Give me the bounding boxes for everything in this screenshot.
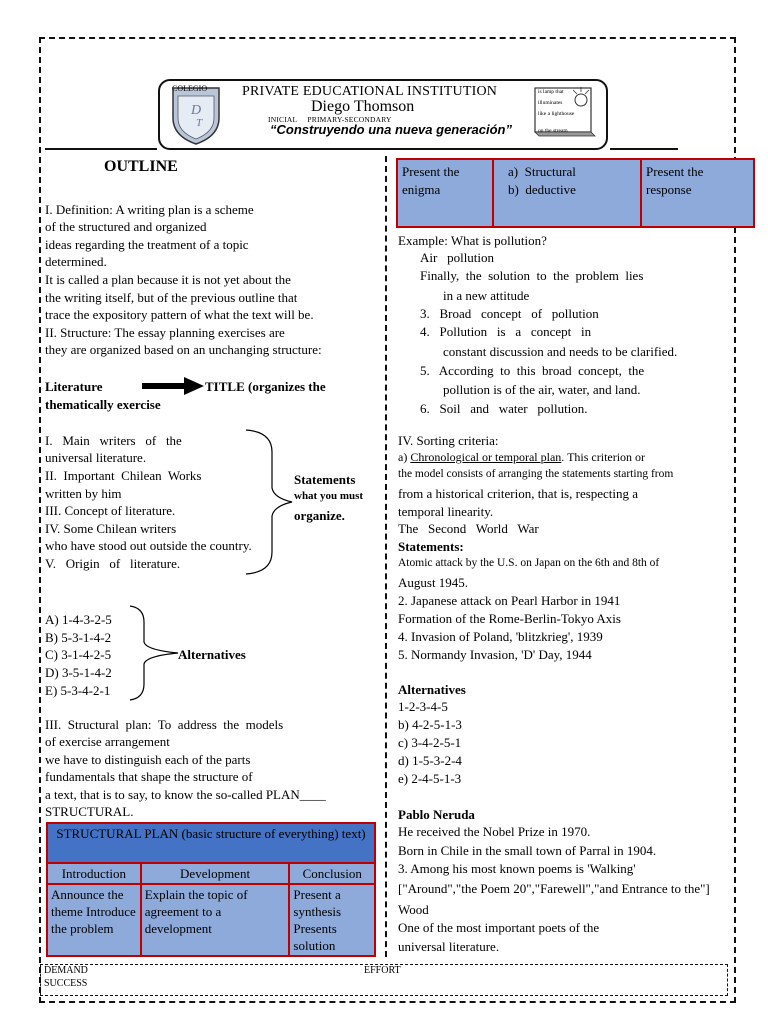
definition-line: ideas regarding the treatment of a topic [45, 237, 249, 252]
method-cell [493, 159, 641, 227]
title-organizes-label: TITLE (organizes the [205, 379, 326, 394]
statement-line: written by him [45, 486, 122, 501]
arrow-right-icon [142, 377, 204, 395]
neruda-line: One of the most important poets of the [398, 920, 600, 935]
plan-line: a text, that is to say, to know the so-called PLAN____ [45, 787, 326, 802]
statements-label: Statements [294, 472, 356, 487]
definition-line: trace the expository pattern of what the text will be. [45, 307, 314, 322]
school-motto: “Construyendo una nueva generación” [270, 122, 512, 137]
statements-title: Statements: [398, 539, 464, 554]
book-caption-1: is lamp that [538, 89, 564, 95]
statement-item: 4. Invasion of Poland, 'blitzkrieg', 1939 [398, 629, 603, 644]
example-line: Finally, the solution to the problem lies [420, 268, 644, 283]
definition-line: determined. [45, 254, 107, 269]
statement-line: IV. Some Chilean writers [45, 521, 177, 536]
plan-cell-introduction: Announce the theme Introduce the problem [47, 884, 141, 956]
neruda-line: ["Around","the Poem 20","Farewell","and Entrance to the"] [398, 881, 710, 896]
example-line: Example: What is pollution? [398, 233, 547, 248]
alternative-item: C) 3-1-4-2-5 [45, 647, 112, 662]
sorting-a-prefix: a) [398, 450, 411, 464]
alternatives-title: Alternatives [398, 682, 466, 697]
neruda-title: Pablo Neruda [398, 807, 475, 822]
sorting-line: the model consists of arranging the statements starting from [398, 468, 674, 480]
neruda-line: Wood [398, 902, 429, 917]
column-divider [385, 156, 387, 957]
structural-plan-table [46, 822, 376, 957]
sorting-line: The Second World War [398, 521, 539, 536]
alternative-option: c) 3-4-2-5-1 [398, 735, 462, 750]
example-line: in a new attitude [443, 288, 530, 303]
plan-col-introduction: Introduction [47, 863, 141, 884]
definition-line: II. Structure: The essay planning exercises are [45, 325, 285, 340]
statement-line: universal literature. [45, 450, 147, 465]
institution-title: PRIVATE EDUCATIONAL INSTITUTION [242, 84, 498, 99]
statement-item: 2. Japanese attack on Pearl Harbor in 1941 [398, 593, 621, 608]
sorting-title: IV. Sorting criteria: [398, 433, 499, 448]
example-line: constant discussion and needs to be clarified. [443, 344, 678, 359]
example-line: 6. Soil and water pollution. [420, 401, 588, 416]
plan-cell-development: Explain the topic of agreement to a development [141, 884, 290, 956]
literature-label-2: thematically exercise [45, 397, 161, 412]
method-structural: a) Structural [508, 164, 576, 179]
alternative-item: D) 3-5-1-4-2 [45, 665, 112, 680]
shield-label: COLEGIO [172, 84, 208, 93]
statement-item: August 1945. [398, 575, 469, 590]
neruda-line: 3. Among his most known poems is 'Walking' [398, 861, 636, 876]
sorting-a-link: Chronological or temporal plan [410, 450, 562, 464]
outline-title: OUTLINE [104, 158, 178, 175]
definition-line: of the structured and organized [45, 219, 207, 234]
example-line: 4. Pollution is a concept in [420, 324, 592, 339]
statement-line: I. Main writers of the [45, 433, 182, 448]
sorting-line: from a historical criterion, that is, respecting a [398, 486, 639, 501]
school-shield-logo [169, 84, 223, 146]
svg-text:D: D [190, 103, 202, 118]
alternative-option: b) 4-2-5-1-3 [398, 717, 462, 732]
alternative-item: E) 5-3-4-2-1 [45, 683, 111, 698]
statement-item: Atomic attack by the U.S. on Japan on the 6th and 8th of [398, 557, 660, 569]
example-line: 3. Broad concept of pollution [420, 306, 599, 321]
enigma-response-table [396, 158, 755, 228]
example-line: 5. According to this broad concept, the [420, 363, 645, 378]
alternative-option: 1-2-3-4-5 [398, 699, 448, 714]
header-rule-right [610, 148, 678, 150]
neruda-line: He received the Nobel Prize in 1970. [398, 824, 591, 839]
plan-col-conclusion: Conclusion [289, 863, 375, 884]
sorting-line: temporal linearity. [398, 504, 494, 519]
svg-text:T: T [195, 117, 203, 129]
method-deductive: b) deductive [508, 182, 576, 197]
school-name: Diego Thomson [311, 98, 415, 115]
sorting-a-rest: . This criterion or [561, 450, 646, 464]
footer-demand: DEMAND [44, 965, 88, 976]
plan-col-development: Development [141, 863, 290, 884]
alternative-option: d) 1-5-3-2-4 [398, 753, 462, 768]
statements-brace-icon [244, 428, 294, 576]
statement-line: V. Origin of literature. [45, 556, 181, 571]
book-caption-3: like a lighthouse [538, 111, 575, 117]
book-caption-2: illuminates [538, 100, 563, 106]
neruda-line: universal literature. [398, 939, 500, 954]
book-caption-4: on the stream [538, 128, 568, 134]
definition-line: I. Definition: A writing plan is a scheme [45, 202, 254, 217]
statement-item: Formation of the Rome-Berlin-Tokyo Axis [398, 611, 621, 626]
alternatives-label: Alternatives [178, 647, 246, 662]
response-cell: Present the response [641, 159, 754, 227]
statements-label-2: what you must [294, 490, 364, 502]
example-line: Air pollution [420, 250, 495, 265]
literature-label: Literature [45, 379, 103, 394]
statement-line: who have stood out outside the country. [45, 538, 252, 553]
alternative-item: A) 1-4-3-2-5 [45, 612, 112, 627]
alternative-option: e) 2-4-5-1-3 [398, 771, 462, 786]
statement-line: II. Important Chilean Works [45, 468, 202, 483]
example-line: pollution is of the air, water, and land. [443, 382, 641, 397]
definition-line: they are organized based on an unchanging structure: [45, 342, 322, 357]
plan-line: of exercise arrangement [45, 734, 170, 749]
footer-effort: EFFORT [364, 965, 401, 976]
plan-line: STRUCTURAL. [45, 804, 134, 819]
definition-line: the writing itself, but of the previous outline that [45, 290, 298, 305]
plan-cell-conclusion: Present a synthesis Presents solution [289, 884, 375, 956]
alternative-item: B) 5-3-1-4-2 [45, 630, 112, 645]
plan-table-header: STRUCTURAL PLAN (basic structure of everything) text) [47, 823, 375, 863]
plan-line: we have to distinguish each of the parts [45, 752, 251, 767]
neruda-line: Born in Chile in the small town of Parral in 1904. [398, 843, 657, 858]
statement-item: 5. Normandy Invasion, 'D' Day, 1944 [398, 647, 592, 662]
alternatives-brace-icon [128, 604, 180, 702]
plan-line: III. Structural plan: To address the models [45, 717, 284, 732]
school-levels: INICIAL PRIMARY-SECONDARY [268, 115, 392, 124]
statement-line: III. Concept of literature. [45, 503, 176, 518]
statements-label-3: organize. [294, 508, 345, 523]
definition-line: It is called a plan because it is not yet about the [45, 272, 291, 287]
enigma-cell: Present the enigma [397, 159, 493, 227]
plan-line: fundamentals that shape the structure of [45, 769, 253, 784]
header-rule-left [45, 148, 157, 150]
footer-success: SUCCESS [44, 978, 88, 989]
sorting-a-line [398, 450, 645, 465]
